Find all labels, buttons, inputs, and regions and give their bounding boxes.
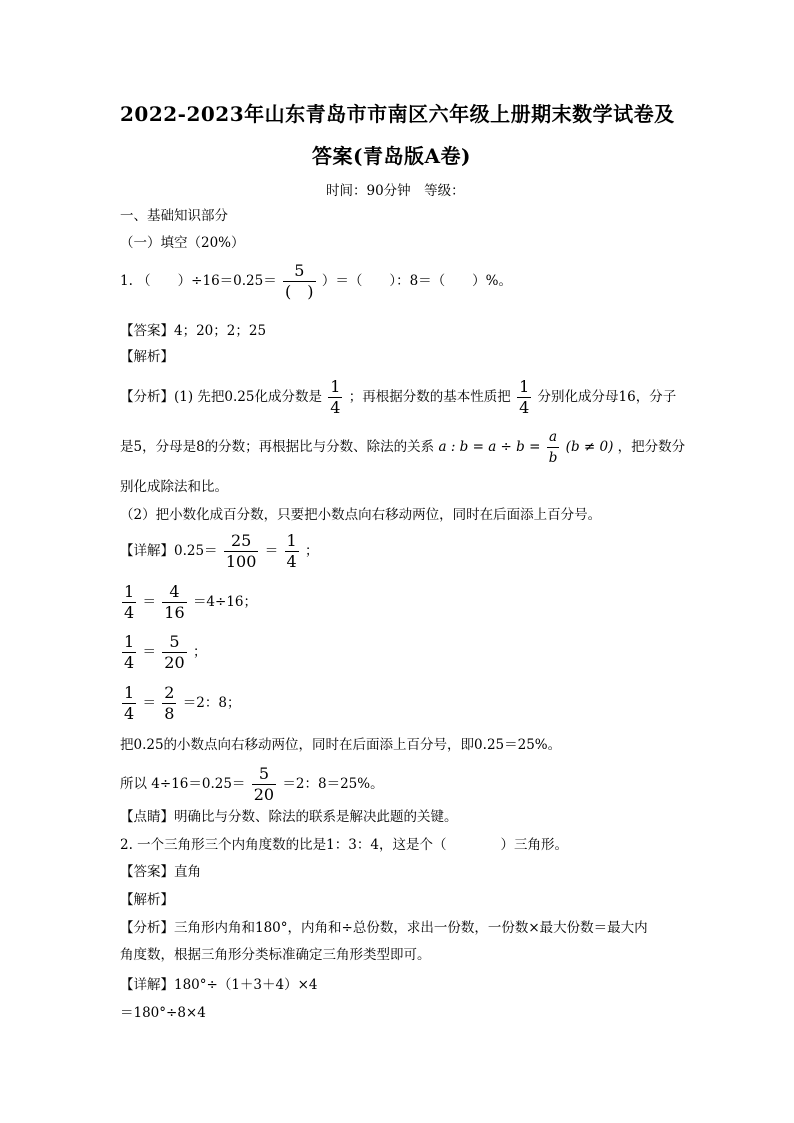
fraction-denominator: 4 — [124, 603, 135, 622]
detail-line-4 — [120, 684, 240, 723]
doc-title-line1: 2022-2023年山东青岛市市南区六年级上册期末数学试卷及 — [120, 102, 675, 126]
fraction-denominator: 4 — [286, 552, 297, 571]
fraction — [162, 633, 186, 672]
detail-line-5: 把0.25的小数点向右移动两位，同时在后面添上百分号，即0.25＝25%。 — [120, 737, 562, 753]
fraction-denominator: 8 — [164, 704, 175, 723]
fraction-numerator: 1 — [124, 632, 135, 651]
question-1-fraction — [283, 262, 316, 301]
fraction — [252, 765, 276, 804]
detail-text: ＝4÷16； — [192, 594, 258, 610]
detail-text: ＝2：8＝25%。 — [282, 776, 384, 792]
formula-fraction — [547, 428, 560, 467]
formula-text: (b ≠ 0) — [565, 439, 614, 455]
question-1 — [120, 262, 512, 301]
fraction-numerator: 1 — [124, 683, 135, 702]
detail-2-line-2: ＝180°÷8×4 — [120, 1005, 206, 1021]
subsection-heading: （一）填空（20%） — [120, 235, 245, 251]
fraction — [285, 532, 299, 571]
fraction — [224, 532, 259, 571]
analysis-text: 分别化成分母16，分子 — [537, 389, 677, 405]
fraction-numerator: a — [547, 428, 560, 448]
fraction-numerator: 5 — [162, 633, 186, 653]
detail-line-1 — [120, 532, 318, 571]
equals-sign: ＝ — [142, 695, 156, 711]
fraction-denominator: 4 — [330, 398, 341, 417]
analysis-line-2 — [120, 428, 685, 467]
fraction-denominator: 16 — [164, 603, 185, 622]
detail-2-line-1: 【详解】180°÷（1＋3＋4）×4 — [120, 977, 318, 993]
detail-line-3 — [120, 633, 206, 672]
question-1-part-b: ）＝（ ）：8＝（ ）%。 — [321, 273, 512, 289]
fraction-numerator: 1 — [519, 377, 530, 396]
fraction-denominator: b — [548, 450, 558, 466]
fraction-denominator: 4 — [124, 653, 135, 672]
fraction — [122, 583, 136, 622]
fraction — [162, 684, 176, 723]
fraction-numerator: 1 — [124, 582, 135, 601]
question-2: 2. 一个三角形三个内角度数的比是1：3：4，这是个（ ）三角形。 — [120, 837, 568, 853]
analysis-text: ；再根据分数的基本性质把 — [348, 389, 511, 405]
fraction-numerator: 2 — [164, 683, 175, 702]
fraction-numerator: 1 — [330, 377, 341, 396]
fraction — [328, 378, 342, 417]
detail-text: ； — [192, 644, 207, 660]
analysis-text: 【分析】(1) 先把0.25化成分数是 — [120, 389, 322, 405]
answer-2: 【答案】直角 — [120, 864, 201, 880]
fraction-numerator: 5 — [252, 765, 276, 785]
equals-sign: ＝ — [142, 594, 156, 610]
analysis-label-1: 【解析】 — [120, 349, 174, 365]
question-1-part-a: 1. （ ）÷16＝0.25＝ — [120, 273, 277, 289]
doc-meta: 时间：90分钟 等级： — [326, 183, 465, 199]
fraction-numerator: 1 — [286, 531, 297, 550]
fraction-numerator: 25 — [224, 532, 259, 552]
detail-text: ＝2：8； — [182, 695, 241, 711]
formula-text: : b = a ÷ b = — [450, 439, 541, 455]
detail-line-2 — [120, 583, 257, 622]
fraction-denominator: ( ) — [285, 282, 314, 301]
fraction — [517, 378, 531, 417]
analysis-line-4: （2）把小数化成百分数，只要把小数点向右移动两位，同时在后面添上百分号。 — [120, 507, 602, 523]
fraction-denominator: 100 — [225, 552, 257, 571]
fraction-numerator: 5 — [283, 262, 316, 282]
punctuation: ； — [304, 543, 319, 559]
detail-text: 所以 4÷16＝0.25＝ — [120, 776, 246, 792]
fraction — [122, 684, 136, 723]
fraction-denominator: 20 — [253, 785, 275, 804]
analysis-text: ，把分数分 — [617, 439, 686, 455]
detail-text: 【详解】0.25＝ — [120, 543, 218, 559]
equals-sign: ＝ — [142, 644, 156, 660]
section-heading: 一、基础知识部分 — [120, 208, 228, 224]
formula-var: a — [438, 439, 447, 455]
analysis-label-2: 【解析】 — [120, 892, 174, 908]
fraction — [162, 583, 186, 622]
answer-1: 【答案】4；20；2；25 — [120, 323, 267, 339]
fraction-denominator: 4 — [519, 398, 530, 417]
fraction-denominator: 4 — [124, 704, 135, 723]
analysis-2-line-1: 【分析】三角形内角和180°，内角和÷总份数，求出一份数，一份数×最大份数＝最大内 — [120, 920, 648, 936]
equals-sign: ＝ — [264, 543, 279, 559]
analysis-2-line-2: 角度数，根据三角形分类标准确定三角形类型即可。 — [120, 947, 431, 963]
fraction-denominator: 20 — [164, 653, 185, 672]
doc-title-line2: 答案(青岛版A卷) — [312, 144, 471, 168]
fraction-numerator: 4 — [162, 583, 186, 603]
dianjing-1: 【点睛】明确比与分数、除法的联系是解决此题的关键。 — [120, 809, 458, 825]
detail-line-6 — [120, 765, 384, 804]
analysis-line-1 — [120, 378, 676, 417]
fraction — [122, 633, 136, 672]
analysis-line-3: 别化成除法和比。 — [120, 479, 228, 495]
analysis-text: 是5，分母是8的分数；再根据比与分数、除法的关系 — [120, 439, 435, 455]
